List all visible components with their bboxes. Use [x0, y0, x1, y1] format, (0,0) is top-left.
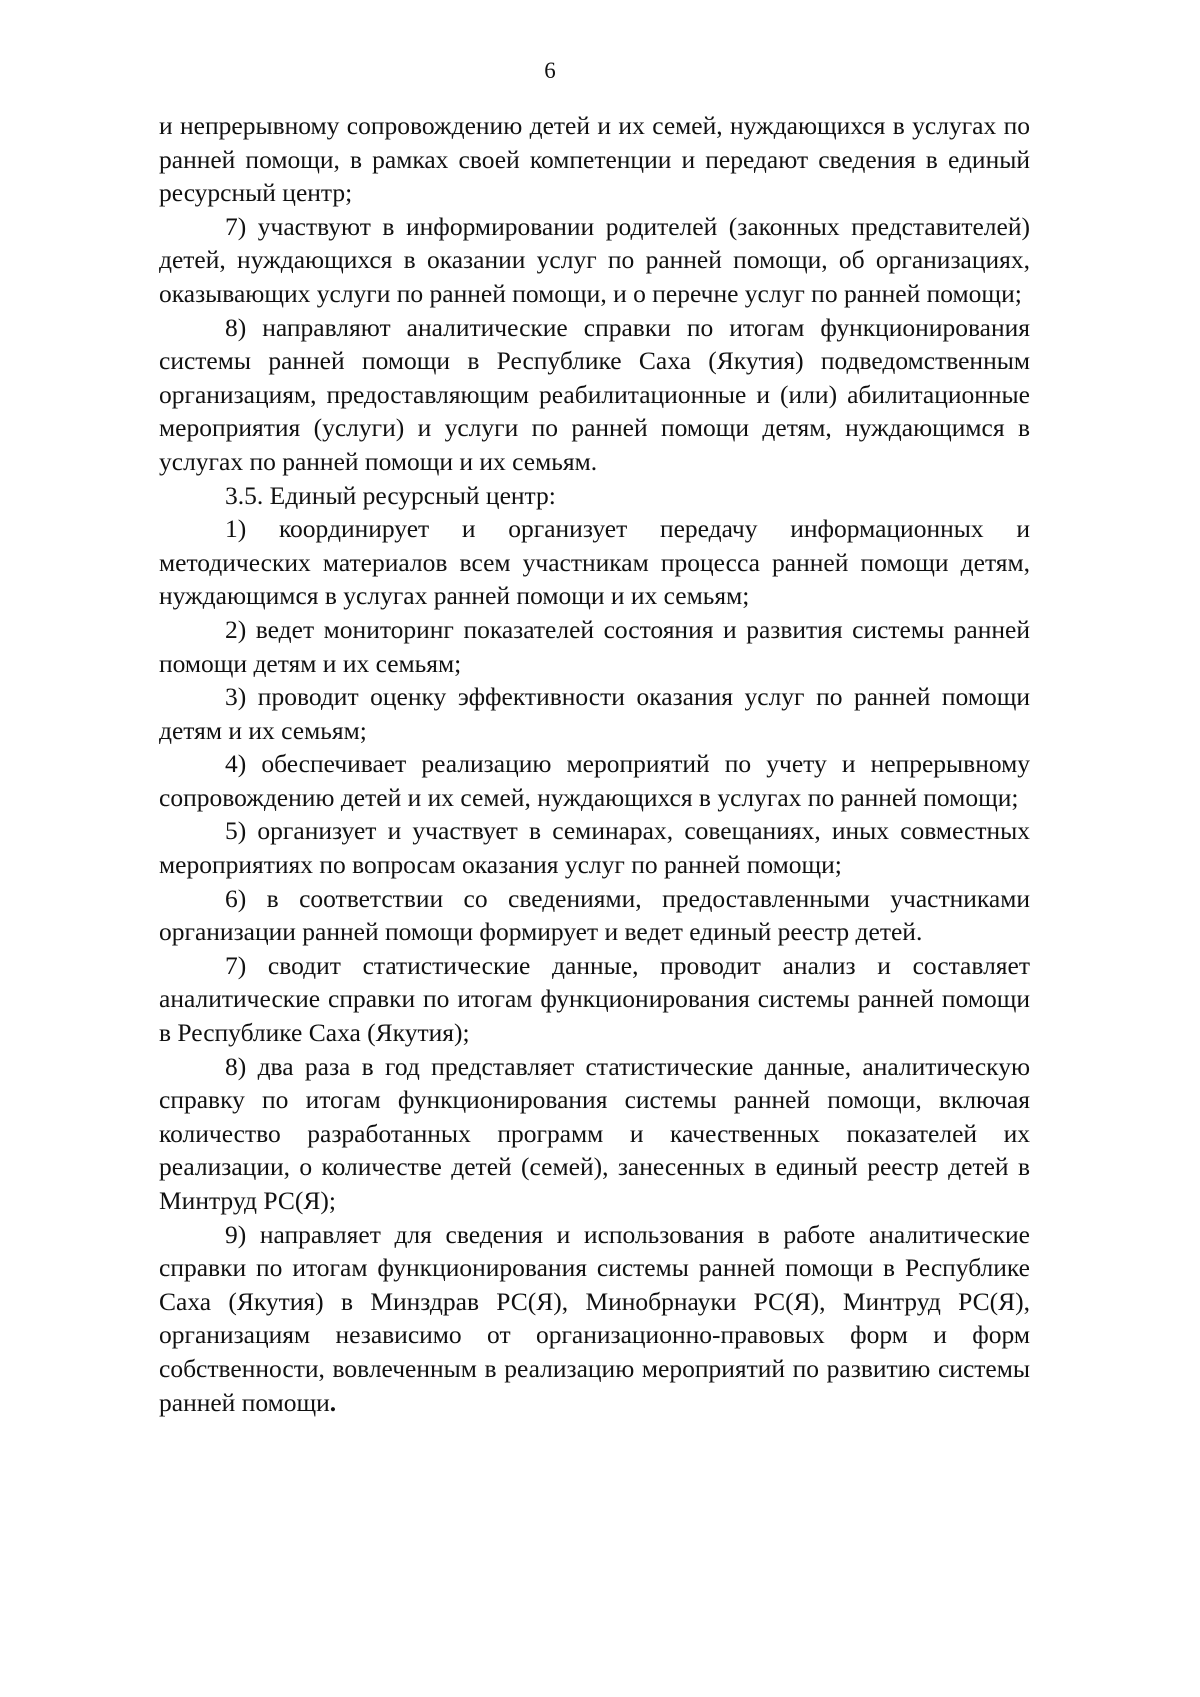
paragraph-item-8-reporting: 8) два раза в год представляет статистические данные, аналитическую справку по итогам функционирования системы ранней помощи, включая количество разработанных программ и качественных показателей их реализации, о количестве детей (семей), занесенных в единый реестр детей в Минтруд РС(Я);: [159, 1051, 1030, 1215]
document-body: [159, 109, 1030, 1419]
paragraph-item-9-distribution: [159, 1218, 1030, 1420]
page-number: 6: [544, 58, 556, 83]
paragraph-item-7-statistics: 7) сводит статистические данные, проводит анализ и составляет аналитические справки по итогам функционирования системы ранней помощи в Республике Саха (Якутия);: [159, 950, 1030, 1048]
final-period: .: [329, 1387, 337, 1417]
paragraph-item-1-coordinates: 1) координирует и организует передачу информационных и методических материалов всем участникам процесса ранней помощи детям, нуждающимся в услугах ранней помощи и их семьям;: [159, 514, 1030, 611]
paragraph-item-5-seminars: 5) организует и участвует в семинарах, совещаниях, иных совместных мероприятиях по вопросам оказания услуг по ранней помощи;: [159, 816, 1030, 880]
paragraph-item-3-evaluation: 3) проводит оценку эффективности оказания услуг по ранней помощи детям и их семьям;: [159, 682, 1030, 745]
paragraph-item-4-support: 4) обеспечивает реализацию мероприятий по учету и непрерывному сопровождению детей и их семей, нуждающихся в услугах по ранней помощи;: [159, 749, 1030, 812]
section-heading-3-5: 3.5. Единый ресурсный центр:: [225, 480, 556, 510]
paragraph-item-6-registry: 6) в соответствии со сведениями, предоставленными участниками организации ранней помощи формирует и ведет единый реестр детей.: [159, 883, 1030, 947]
paragraph-item-2-monitoring: 2) ведет мониторинг показателей состояния и развития системы ранней помощи детям и их семьям;: [159, 614, 1030, 678]
paragraph-item-8-analytics: 8) направляют аналитические справки по итогам функционирования системы ранней помощи в Республике Саха (Якутия) подведомственным организациям, предоставляющим реабилитационные и (или) абилитационные мероприятия (услуги) и услуги по ранней помощи детям, нуждающимся в услугах по ранней помощи и их семьям.: [159, 312, 1030, 476]
paragraph-continuation: и непрерывному сопровождению детей и их семей, нуждающихся в услугах по ранней помощи, в рамках своей компетенции и передают сведения в единый ресурсный центр;: [159, 111, 1030, 208]
paragraph-item-9-text: 9) направляет для сведения и использования в работе аналитические справки по итогам функционирования системы ранней помощи в Республике Саха (Якутия) в Минздрав РС(Я), Минобрнауки РС(Я), Минтруд РС(Я), организациям независимо от организационно-правовых форм и форм собственности, вовлеченным в реализацию мероприятий по развитию системы ранней помощи: [159, 1219, 1030, 1417]
paragraph-item-7-informing: 7) участвуют в информировании родителей (законных представителей) детей, нуждающихся в оказании услуг по ранней помощи, об организациях, оказывающих услуги по ранней помощи, и о перечне услуг по ранней помощи;: [159, 211, 1030, 308]
